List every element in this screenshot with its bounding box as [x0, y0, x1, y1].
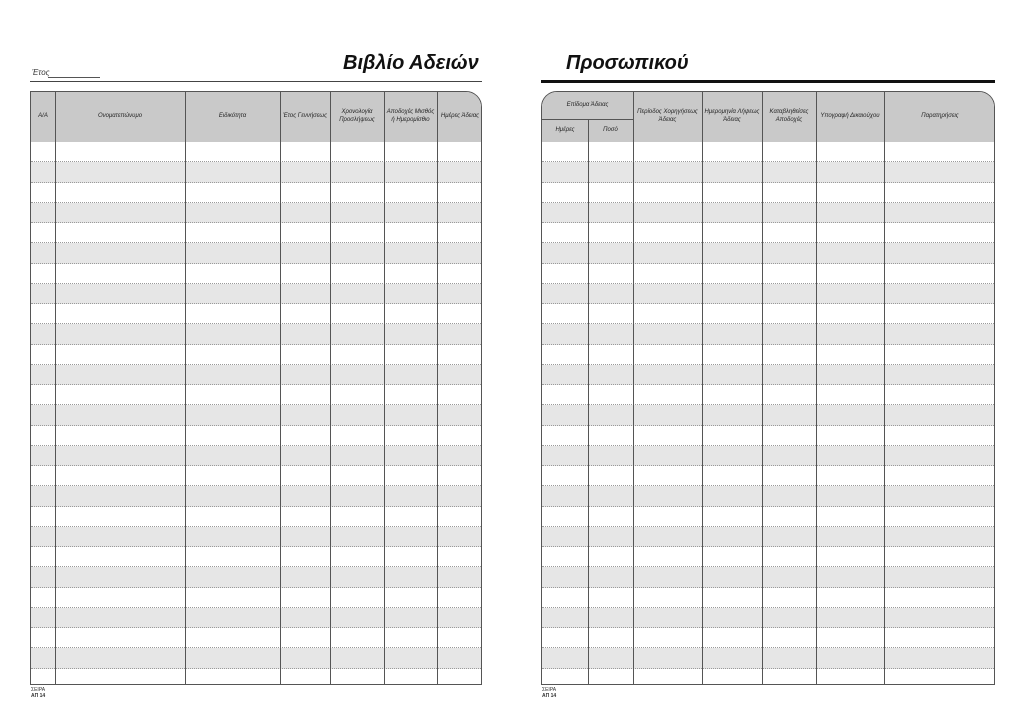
header-birth-year: Έτος Γεννήσεως [282, 113, 328, 120]
table-row [542, 304, 994, 324]
year-label: Έτος [32, 68, 50, 77]
table-row [31, 142, 481, 162]
table-row [31, 345, 481, 365]
table-row [542, 345, 994, 365]
header-paid-earnings: Καταβληθείσες Αποδοχές [769, 109, 809, 123]
table-row [542, 648, 994, 668]
column-divider [185, 92, 186, 684]
table-row [542, 142, 994, 162]
table-row [31, 588, 481, 608]
table-row [31, 446, 481, 466]
table-row [542, 264, 994, 284]
table-row [542, 405, 994, 425]
table-row [542, 426, 994, 446]
table-row [31, 405, 481, 425]
title-right: Προσωπικού [566, 52, 689, 74]
header-full-name: Ονοματεπώνυμο [97, 113, 143, 120]
left-leave-table [30, 91, 482, 685]
header-signature: Υπογραφή Δικαιούχου [820, 113, 880, 120]
header-leave-days: Ημέρες Άδειας [440, 113, 480, 120]
column-divider [384, 92, 385, 684]
column-divider [330, 92, 331, 684]
table-row [31, 203, 481, 223]
column-divider [816, 92, 817, 684]
table-row [31, 365, 481, 385]
header-allowance-amount: Ποσό [603, 126, 618, 133]
table-row [31, 304, 481, 324]
header-aa: Α/Α [38, 113, 48, 120]
table-row [542, 486, 994, 506]
table-row [31, 567, 481, 587]
table-row [31, 507, 481, 527]
header-specialty: Ειδικότητα [218, 113, 247, 120]
table-row [31, 162, 481, 182]
table-row [31, 466, 481, 486]
left-table-rows [31, 142, 481, 684]
table-row [31, 628, 481, 648]
column-divider [437, 92, 438, 684]
table-row [542, 183, 994, 203]
table-row [31, 547, 481, 567]
column-divider [280, 92, 281, 684]
column-divider [55, 92, 56, 684]
title-left: Βιβλίο Αδειών [343, 52, 479, 74]
footer-code-line1: ΣΕΙΡΑ [542, 687, 557, 693]
table-row [542, 628, 994, 648]
table-row [31, 264, 481, 284]
table-row [31, 527, 481, 547]
column-divider [633, 92, 634, 684]
table-row [31, 385, 481, 405]
footer-code-line2: ΑΠ 14 [542, 693, 557, 699]
table-row [542, 547, 994, 567]
year-field-line [48, 77, 100, 78]
table-row [542, 567, 994, 587]
header-remarks: Παρατηρήσεις [921, 113, 959, 120]
table-row [31, 426, 481, 446]
header-hire-date: Χρονολογία Προσλήψεως [339, 109, 375, 123]
right-leave-table [541, 91, 995, 685]
column-divider [702, 92, 703, 684]
table-row [31, 183, 481, 203]
header-leave-period: Περίοδος Χορηγήσεως Άδειας [637, 109, 698, 123]
table-row [542, 507, 994, 527]
column-divider [884, 92, 885, 684]
table-row [542, 466, 994, 486]
footer-code-right [542, 687, 556, 699]
footer-code-line2: ΑΠ 14 [31, 693, 46, 699]
table-row [542, 223, 994, 243]
header-allowance-days: Ημέρες [555, 126, 575, 133]
table-row [542, 162, 994, 182]
table-row [31, 284, 481, 304]
table-row [31, 223, 481, 243]
left-title-rule [30, 81, 482, 82]
table-row [542, 588, 994, 608]
footer-code-left [31, 687, 45, 699]
table-row [542, 385, 994, 405]
right-title-rule [541, 80, 995, 83]
header-salary: Αποδοχές Μισθός ή Ημερομίσθιο [386, 109, 435, 123]
column-divider [762, 92, 763, 684]
table-row [31, 243, 481, 263]
header-leave-allowance: Επίδομα Άδειας [566, 101, 609, 108]
table-row [542, 608, 994, 628]
table-row [542, 365, 994, 385]
right-table-rows [542, 142, 994, 684]
table-row [542, 324, 994, 344]
header-leave-date: Ημερομηνία Λήψεως Άδειας [704, 109, 760, 123]
table-row [31, 486, 481, 506]
table-row [31, 648, 481, 668]
footer-code-line1: ΣΕΙΡΑ [31, 687, 46, 693]
table-row [542, 527, 994, 547]
column-divider [588, 119, 589, 684]
table-row [31, 324, 481, 344]
table-row [542, 446, 994, 466]
table-row [542, 203, 994, 223]
table-row [542, 243, 994, 263]
table-row [31, 608, 481, 628]
table-row [542, 284, 994, 304]
